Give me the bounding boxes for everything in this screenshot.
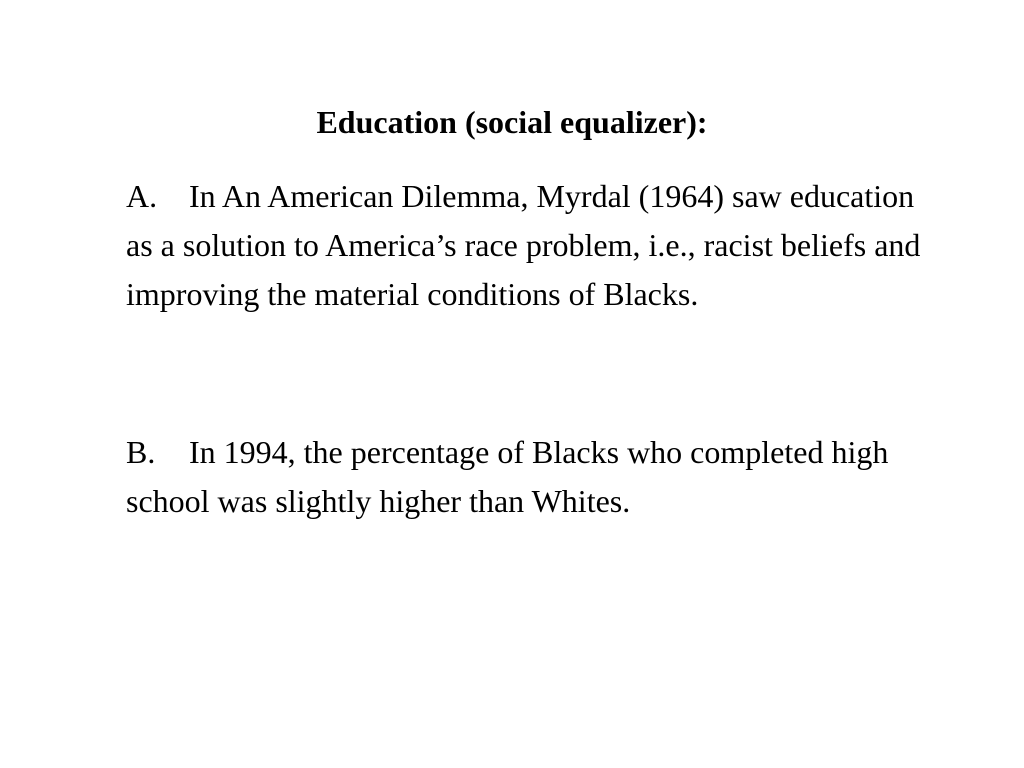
point-a-marker: A. (126, 178, 158, 214)
point-b (126, 428, 946, 526)
point-a-text: In An American Dilemma, Myrdal (1964) saw education as a solution to America’s race problem, i.e., racist beliefs and improving the material conditions of Blacks. (126, 178, 921, 312)
point-b-text: In 1994, the percentage of Blacks who completed high school was slightly higher than Whites. (126, 434, 889, 519)
point-a (126, 172, 946, 319)
point-b-marker: B. (126, 434, 156, 470)
slide-title: Education (social equalizer): (316, 104, 708, 140)
